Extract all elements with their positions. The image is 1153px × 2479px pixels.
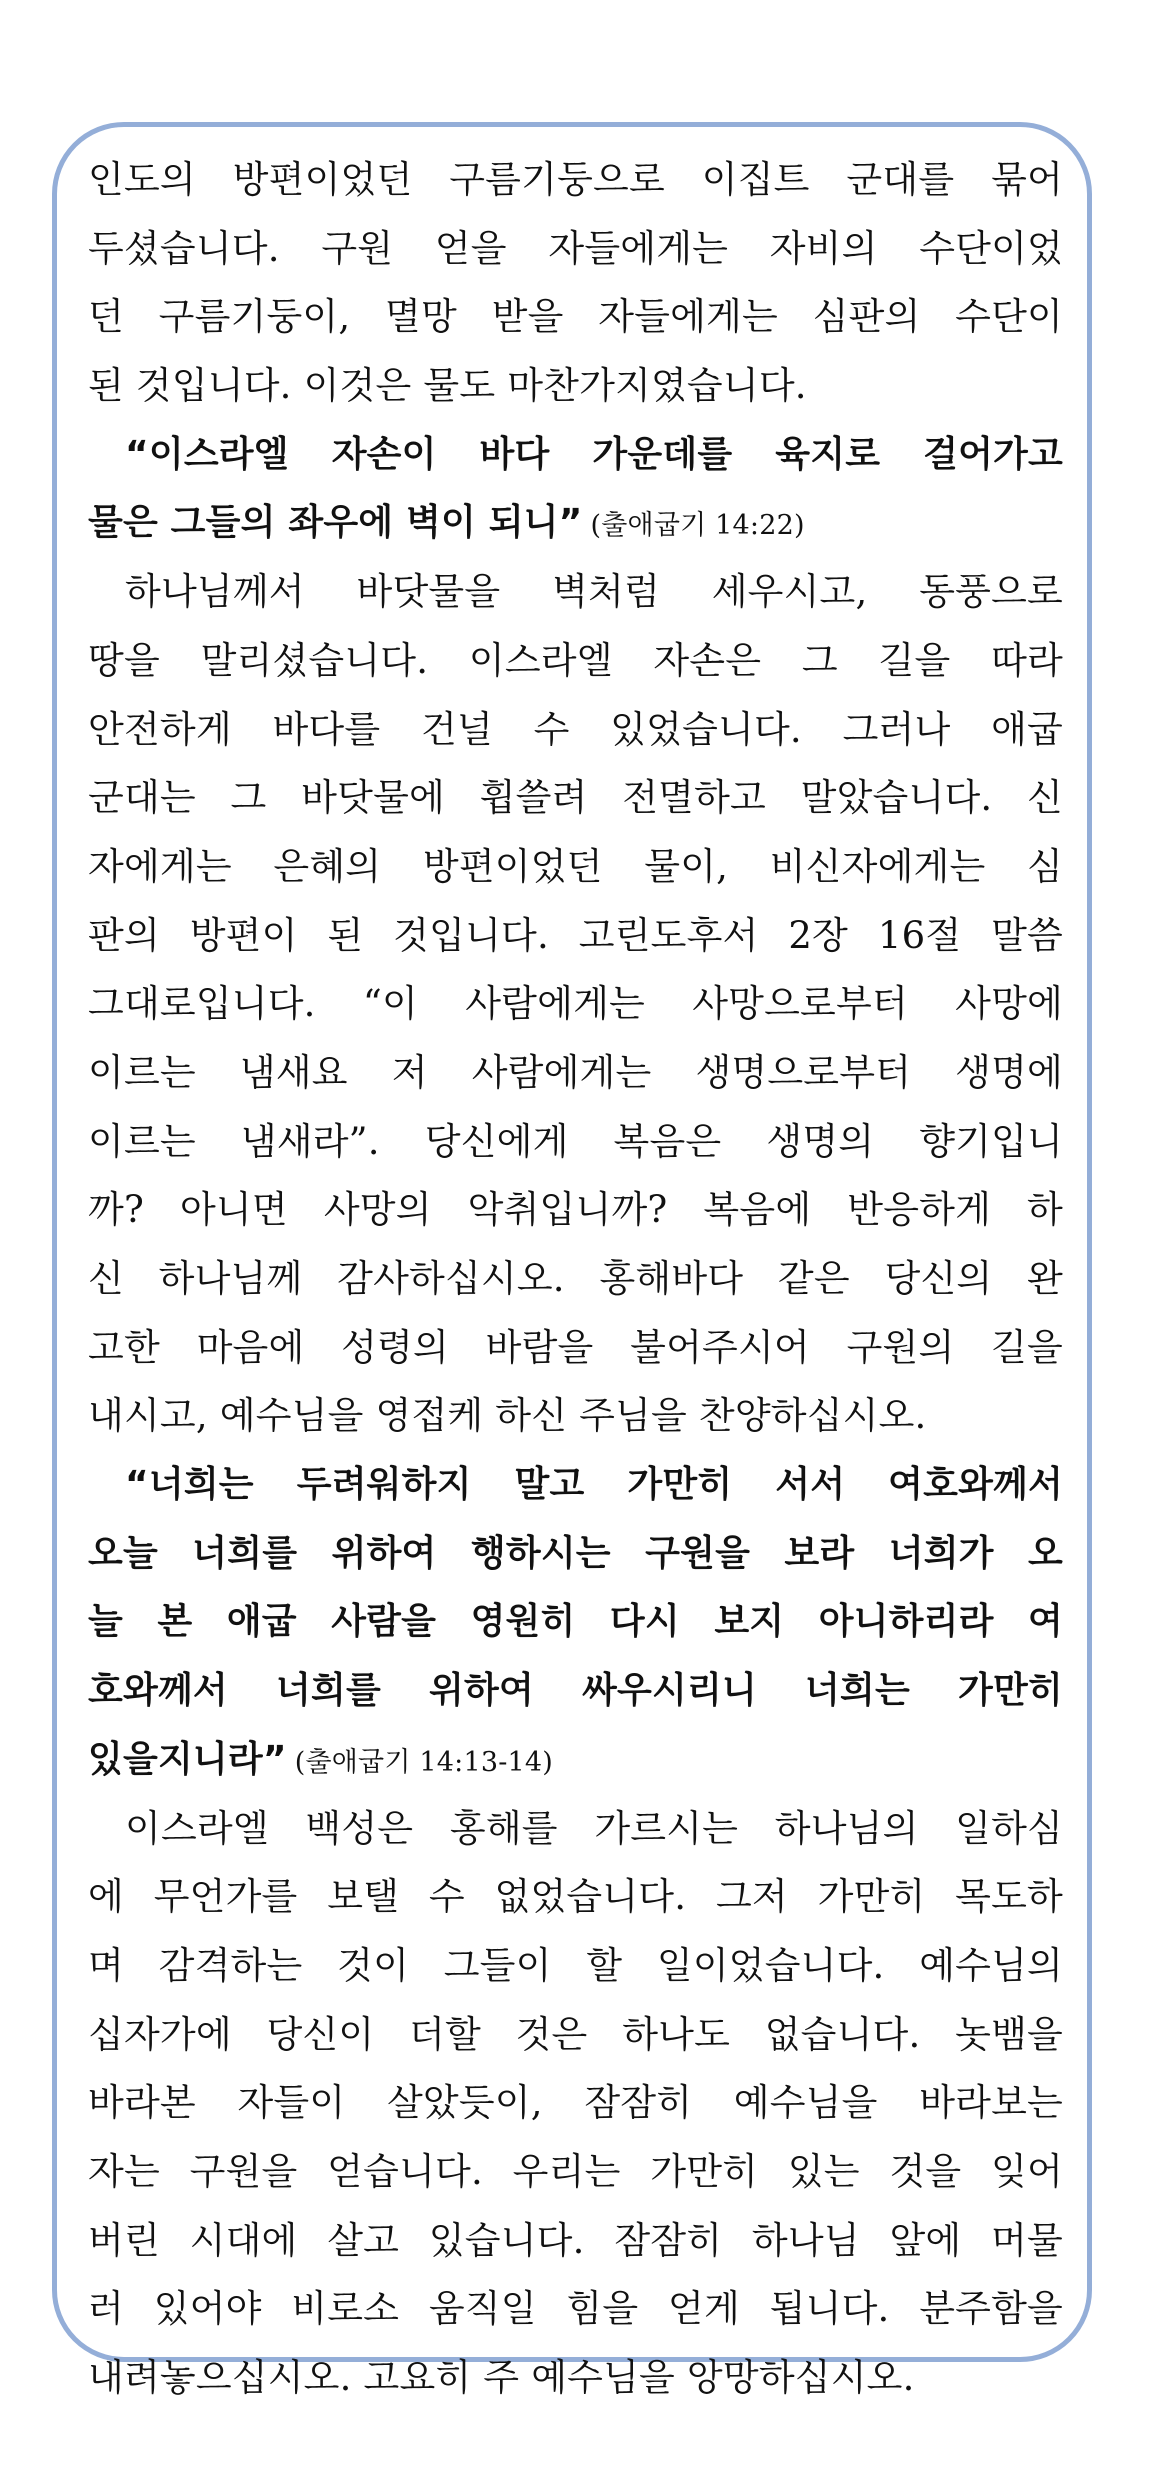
- text-line: 러 있어야 비로소 움직일 힘을 얻게 됩니다. 분주함을: [88, 2287, 1063, 2331]
- quote-line: “너희는 두려워하지 말고 가만히 서서 여호와께서: [125, 1464, 1063, 1506]
- scripture-quote-2: [88, 1451, 1063, 1794]
- text-line: 자에게는 은혜의 방편이었던 물이, 비신자에게는 심: [88, 844, 1063, 888]
- text-line: 자는 구원을 얻습니다. 우리는 가만히 있는 것을 잊어: [88, 2149, 1063, 2193]
- quote-line-with-reference: [88, 1726, 1063, 1795]
- text-line: 고한 마음에 성령의 바람을 불어주시어 구원의 길을: [88, 1325, 1063, 1369]
- text-line: 안전하게 바다를 건널 수 있었습니다. 그러나 애굽: [88, 707, 1063, 751]
- text-line: 땅을 말리셨습니다. 이스라엘 자손은 그 길을 따라: [88, 638, 1063, 682]
- text-line: 던 구름기둥이, 멸망 받을 자들에게는 심판의 수단이: [88, 295, 1063, 339]
- quote-text: 물은 그들의 좌우에 벽이 되니”: [88, 502, 583, 544]
- text-line: 이스라엘 백성은 홍해를 가르시는 하나님의 일하심: [125, 1806, 1063, 1850]
- quote-line: 호와께서 너희를 위하여 싸우시리니 너희는 가만히: [88, 1670, 1063, 1712]
- text-line: 내시고, 예수님을 영접케 하신 주님을 찬양하십시오.: [88, 1394, 927, 1438]
- text-line: 에 무언가를 보탤 수 없었습니다. 그저 가만히 목도하: [88, 1875, 1063, 1919]
- quote-line: “이스라엘 자손이 바다 가운데를 육지로 걸어가고: [125, 433, 1063, 475]
- text-line: 내려놓으십시오. 고요히 주 예수님을 앙망하십시오.: [88, 2356, 915, 2399]
- text-line: 십자가에 당신이 더할 것은 하나도 없습니다. 놋뱀을: [88, 2012, 1063, 2056]
- text-line: 이르는 냄새요 저 사람에게는 생명으로부터 생명에: [88, 1050, 1063, 1094]
- text-line: 바라본 자들이 살았듯이, 잠잠히 예수님을 바라보는: [88, 2081, 1063, 2125]
- text-line: 이르는 냄새라”. 당신에게 복음은 생명의 향기입니: [88, 1119, 1063, 1163]
- scripture-reference: (출애굽기 14:13-14): [294, 1746, 554, 1778]
- text-line: 인도의 방편이었던 구름기둥으로 이집트 군대를 묶어: [88, 158, 1063, 201]
- text-line: 된 것입니다. 이것은 물도 마찬가지였습니다.: [88, 364, 807, 408]
- quote-line: 늘 본 애굽 사람을 영원히 다시 보지 아니하리라 여: [88, 1601, 1063, 1643]
- text-line: 신 하나님께 감사하십시오. 홍해바다 같은 당신의 완: [88, 1257, 1063, 1300]
- quote-line-with-reference: [88, 489, 1063, 558]
- paragraph-2: [88, 558, 1063, 1451]
- text-line: 하나님께서 바닷물을 벽처럼 세우시고, 동풍으로: [125, 570, 1063, 614]
- text-line: 군대는 그 바닷물에 휩쓸려 전멸하고 말았습니다. 신: [88, 776, 1063, 820]
- text-line: 그대로입니다. “이 사람에게는 사망으로부터 사망에: [88, 982, 1063, 1026]
- quote-text: 있을지니라”: [88, 1738, 287, 1780]
- quote-line: 오늘 너희를 위하여 행하시는 구원을 보라 너희가 오: [88, 1532, 1063, 1574]
- text-line: 버린 시대에 살고 있습니다. 잠잠히 하나님 앞에 머물: [88, 2218, 1063, 2262]
- text-content: [88, 146, 1063, 2413]
- text-line: 판의 방편이 된 것입니다. 고린도후서 2장 16절 말씀: [88, 913, 1063, 957]
- scripture-reference: (출애굽기 14:22): [590, 510, 805, 542]
- scripture-quote-1: [88, 421, 1063, 558]
- text-line: 두셨습니다. 구원 얻을 자들에게는 자비의 수단이었: [88, 226, 1063, 270]
- text-line: 까? 아니면 사망의 악취입니까? 복음에 반응하게 하: [88, 1188, 1063, 1232]
- paragraph-1: [88, 146, 1063, 421]
- text-line: 며 감격하는 것이 그들이 할 일이었습니다. 예수님의: [88, 1943, 1063, 1987]
- paragraph-3: [88, 1795, 1063, 2413]
